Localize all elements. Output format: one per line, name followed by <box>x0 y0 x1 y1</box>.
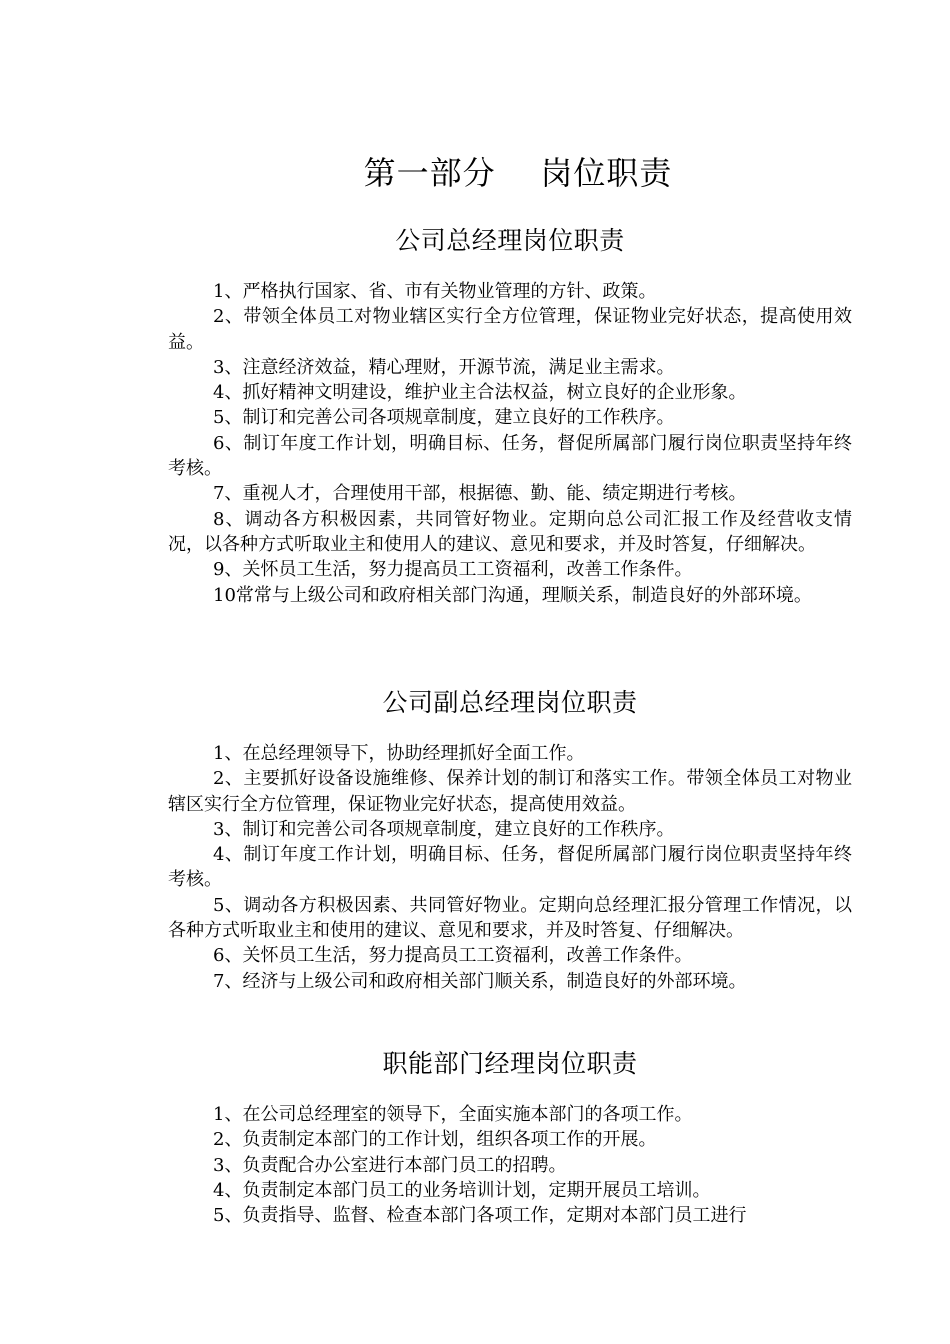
duty-item: 1、严格执行国家、省、市有关物业管理的方针、政策。 <box>213 281 657 302</box>
section-title: 公司总经理岗位职责 <box>395 226 625 255</box>
duty-item: 6、制订年度工作计划，明确目标、任务，督促所属部门履行岗位职责坚持年终考核。 <box>168 432 852 480</box>
part-title: 第一部分 岗位职责 <box>363 154 673 192</box>
section-department-manager <box>168 1046 852 1228</box>
duty-item: 8、调动各方积极因素，共同管好物业。定期向总公司汇报工作及经营收支情况，以各种方式听取业主和使用人的建议、意见和要求，并及时答复，仔细解决。 <box>168 508 852 555</box>
duty-item: 6、关怀员工生活，努力提高员工工资福利，改善工作条件。 <box>213 945 693 967</box>
duty-item: 5、制订和完善公司各项规章制度，建立良好的工作秩序。 <box>213 407 675 429</box>
duty-item: 9、关怀员工生活，努力提高员工工资福利，改善工作条件。 <box>213 559 693 581</box>
duty-item: 5、调动各方积极因素、共同管好物业。定期向总经理汇报分管理工作情况，以各种方式听取业主和使用的建议、意见和要求，并及时答复、仔细解决。 <box>168 894 852 942</box>
duty-item: 2、主要抓好设备设施维修、保养计划的制订和落实工作。带领全体员工对物业辖区实行全方位管理，保证物业完好状态，提高使用效益。 <box>168 768 852 815</box>
section-general-manager <box>168 223 852 608</box>
duty-item: 1、在总经理领导下，协助经理抓好全面工作。 <box>213 743 585 764</box>
section-deputy-general-manager <box>168 685 852 994</box>
duty-list <box>168 279 852 608</box>
duty-list <box>168 1102 852 1228</box>
duty-item: 5、负责指导、监督、检查本部门各项工作，定期对本部门员工进行 <box>213 1205 747 1227</box>
duty-item: 10常常与上级公司和政府相关部门沟通，理顺关系，制造良好的外部环境。 <box>213 584 812 606</box>
duty-item: 3、制订和完善公司各项规章制度，建立良好的工作秩序。 <box>213 818 675 840</box>
duty-item: 3、负责配合办公室进行本部门员工的招聘。 <box>213 1154 567 1176</box>
duty-item: 3、注意经济效益，精心理财，开源节流，满足业主需求。 <box>213 356 675 378</box>
section-title: 职能部门经理岗位职责 <box>382 1049 638 1078</box>
duty-list <box>168 741 852 994</box>
duty-item: 4、负责制定本部门员工的业务培训计划，定期开展员工培训。 <box>213 1179 711 1201</box>
duty-item: 4、制订年度工作计划，明确目标、任务，督促所属部门履行岗位职责坚持年终考核。 <box>168 844 852 891</box>
duty-item: 7、重视人才，合理使用干部，根据德、勤、能、绩定期进行考核。 <box>213 483 747 505</box>
duty-item: 7、经济与上级公司和政府相关部门顺关系，制造良好的外部环境。 <box>213 970 747 992</box>
duty-item: 4、抓好精神文明建设，维护业主合法权益，树立良好的企业形象。 <box>213 382 747 404</box>
duty-item: 2、带领全体员工对物业辖区实行全方位管理，保证物业完好状态，提高使用效益。 <box>168 306 852 353</box>
duty-item: 1、在公司总经理室的领导下，全面实施本部门的各项工作。 <box>213 1104 693 1125</box>
section-title: 公司副总经理岗位职责 <box>382 688 638 717</box>
duty-item: 2、负责制定本部门的工作计划，组织各项工作的开展。 <box>213 1129 657 1151</box>
